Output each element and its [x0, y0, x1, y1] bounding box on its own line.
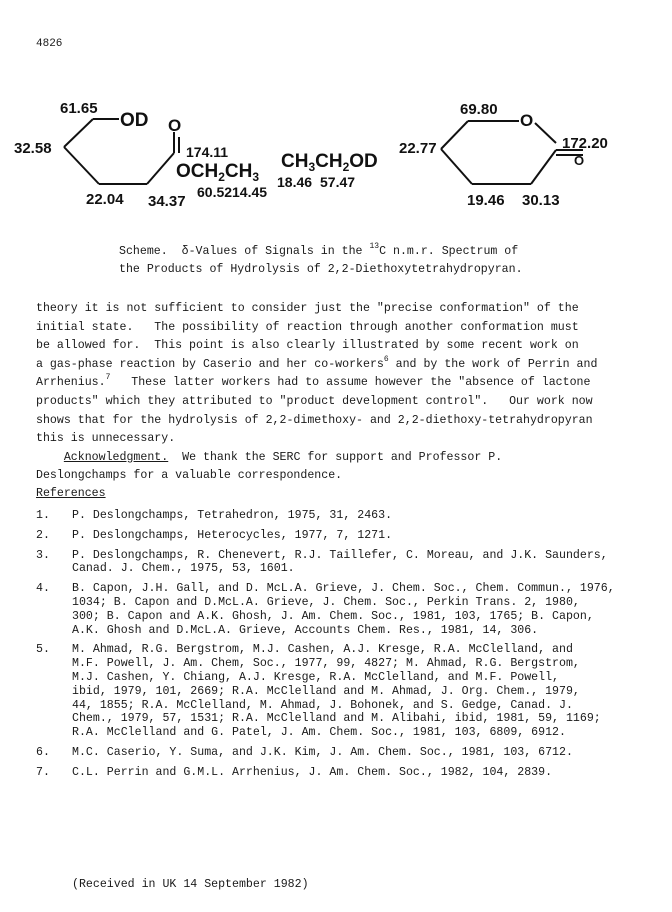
body-line: a gas-phase reaction by Caserio and her co-workers$^6$ and by the work of Perrin and	[36, 354, 598, 371]
shift-32-58: 32.58	[14, 140, 52, 157]
reference-number: 5.	[36, 643, 50, 657]
reference-line: A.K. Ghosh and D.McL.A. Grieve, Accounts Chem. Res., 1981, 14, 306.	[72, 623, 539, 637]
shift-172-20: 172.20	[562, 135, 608, 152]
label-od-left: OD	[120, 110, 149, 131]
reference-item	[36, 549, 666, 577]
ethanol-formula: $CH_3CH_2OD$	[281, 151, 378, 174]
reference-line: R.A. McClelland and G. Patel, J. Am. Chem. Soc., 1981, 103, 6809, 6912.	[72, 726, 566, 740]
reference-line: 1034; B. Capon and D.McL.A. Grieve, J. Chem. Soc., Perkin Trans. 2, 1980,	[72, 595, 580, 609]
reference-item	[36, 509, 666, 523]
reference-item	[36, 766, 666, 780]
shift-18-46: 18.46	[277, 174, 313, 190]
page-number: 4826	[36, 38, 63, 50]
reference-line: ibid, 1979, 101, 2669; R.A. McClelland and M. Ahmad, J. Org. Chem., 1979,	[72, 684, 580, 698]
reference-line: M.J. Cashen, Y. Chiang, A.J. Kresge, R.A. McClelland, and M.F. Powell,	[72, 670, 560, 684]
shift-69-80: 69.80	[460, 101, 498, 118]
carbonyl-o-left: O	[168, 116, 182, 135]
reference-number: 4.	[36, 582, 50, 596]
body-line: Arrhenius.$^7$ These latter workers had to assume however the "absence of lactone	[36, 373, 591, 390]
shift-22-77: 22.77	[399, 140, 437, 157]
body-line: products" which they attributed to "product development control". Our work now	[36, 394, 593, 408]
reference-line: P. Deslongchamps, R. Chenevert, R.J. Taillefer, C. Moreau, and J.K. Saunders,	[72, 548, 608, 562]
nmr-scheme-figure	[0, 95, 672, 230]
caption-line-2: the Products of Hydrolysis of 2,2-Diethoxytetrahydropyran.	[119, 263, 523, 276]
reference-number: 7.	[36, 765, 50, 779]
reference-item	[36, 746, 666, 760]
shift-34-37: 34.37	[148, 193, 186, 210]
shift-19-46: 19.46	[467, 192, 505, 209]
body-line: theory it is not sufficient to consider just the "precise conformation" of the	[36, 302, 579, 315]
reference-item	[36, 582, 666, 637]
ester-molecule	[14, 100, 267, 210]
body-line: initial state. The possibility of reaction through another conformation must	[36, 320, 579, 334]
ring-oxygen: O	[520, 111, 534, 130]
caption-line-1: Scheme. δ-Values of Signals in the $^{13}$C n.m.r. Spectrum of	[119, 242, 519, 258]
ethanol-molecule	[277, 151, 378, 190]
reference-number: 1.	[36, 509, 50, 522]
body-line: this is unnecessary.	[36, 432, 176, 446]
body-line: shows that for the hydrolysis of 2,2-dimethoxy- and 2,2-diethoxy-tetrahydropyran	[36, 413, 593, 427]
shift-60-52: 60.52	[197, 184, 233, 200]
acknowledgment-label: Acknowledgment.	[63, 450, 169, 464]
reference-line: M.F. Powell, J. Am. Chem, Soc., 1977, 99, 4827; M. Ahmad, R.G. Bergstrom,	[72, 657, 580, 671]
body-paragraph	[36, 300, 656, 486]
reference-line: M. Ahmad, R.G. Bergstrom, M.J. Cashen, A.J. Kresge, R.A. McClelland, and	[72, 643, 573, 657]
reference-number: 2.	[36, 528, 50, 542]
reference-line: B. Capon, J.H. Gall, and D. McL.A. Grieve, J. Chem. Soc., Chem. Commun., 1976,	[72, 582, 615, 596]
acknowledgment-line-2: Deslongchamps for a valuable correspondence.	[36, 469, 343, 483]
reference-line: P. Deslongchamps, Heterocycles, 1977, 7, 1271.	[72, 528, 393, 542]
shift-61-65: 61.65	[60, 100, 98, 117]
references-section	[36, 485, 666, 780]
scheme-caption	[119, 243, 523, 279]
references-heading: References	[36, 487, 106, 500]
reference-line: C.L. Perrin and G.M.L. Arrhenius, J. Am. Chem. Soc., 1982, 104, 2839.	[72, 765, 553, 779]
reference-line: 300; B. Capon and A.K. Ghosh, J. Am. Chem. Soc., 1981, 103, 1765; B. Capon,	[72, 609, 594, 623]
ester-group: $OCH_2CH_3$	[176, 161, 260, 184]
shift-22-04: 22.04	[86, 191, 124, 208]
reference-line: Chem., 1979, 57, 1531; R.A. McClelland and M. Alibahi, ibid, 1981, 59, 1169;	[72, 712, 601, 726]
reference-number: 6.	[36, 745, 50, 759]
reference-item	[36, 529, 666, 543]
reference-list	[36, 509, 666, 780]
reference-line: 44, 1855; R.A. McClelland, M. Ahmad, J. Bohonek, and S. Gedge, Canad. J.	[72, 698, 573, 712]
shift-30-13: 30.13	[522, 192, 560, 209]
carbonyl-o-right: O	[574, 153, 585, 168]
reference-line: M.C. Caserio, Y. Suma, and J.K. Kim, J. Am. Chem. Soc., 1981, 103, 6712.	[72, 745, 573, 759]
shift-57-47: 57.47	[320, 174, 356, 190]
reference-number: 3.	[36, 548, 50, 562]
shift-14-45: 14.45	[232, 184, 268, 200]
shift-174-11: 174.11	[186, 144, 229, 160]
body-line: be allowed for. This point is also clearly illustrated by some recent work on	[36, 339, 579, 353]
reference-line: Canad. J. Chem., 1975, 53, 1601.	[72, 562, 295, 576]
received-date: (Received in UK 14 September 1982)	[72, 878, 309, 891]
lactone-molecule	[399, 101, 608, 209]
reference-item	[36, 643, 666, 740]
acknowledgment-line: Acknowledgment. We thank the SERC for support and Professor P.	[63, 450, 503, 464]
reference-line: P. Deslongchamps, Tetrahedron, 1975, 31, 2463.	[72, 509, 393, 522]
